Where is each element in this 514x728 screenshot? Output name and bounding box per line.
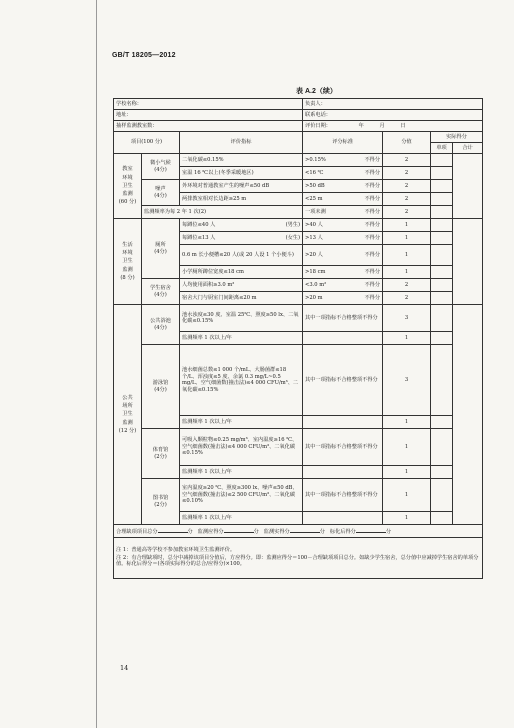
score: 1 <box>383 232 431 245</box>
monitor-actual-score-field[interactable] <box>290 527 320 533</box>
score: 1 <box>383 466 431 479</box>
score: 2 <box>383 193 431 206</box>
summary-row <box>114 525 483 538</box>
standard: >50 dB 不得分 <box>303 180 383 193</box>
subsection-bath: 公共浴池 (4分) <box>142 305 180 345</box>
subsection-toilet: 厕所 (4分) <box>142 219 180 279</box>
binding-line <box>96 0 97 728</box>
standard: 其中一项指标不合格整项不得分 <box>303 345 383 416</box>
notes <box>114 538 483 579</box>
single-score-cell[interactable] <box>431 292 453 305</box>
standard: 一项未测 不得分 <box>303 206 383 219</box>
single-score-cell[interactable] <box>431 416 453 429</box>
score: 1 <box>383 219 431 232</box>
score: 2 <box>383 180 431 193</box>
single-score-cell[interactable] <box>431 180 453 193</box>
indicator: 人均使用面积≥3.0 m² <box>180 279 303 292</box>
section-public: 公共 场所 卫生 监测 (12 分) <box>114 305 142 525</box>
single-score-cell[interactable] <box>431 167 453 180</box>
evaluation-table <box>113 98 483 579</box>
standard <box>303 512 383 525</box>
row-co2 <box>114 154 483 167</box>
indicator: 监测频率为每 2 年 1 次(2) <box>142 206 303 219</box>
score: 2 <box>383 292 431 305</box>
row-dorm-1 <box>114 279 483 292</box>
indicator: 可吸入颗粒物≤0.25 mg/m³、室内温度≥16 ℃、空气细菌数(撞击法)≤4 000 CFU/m³、二氧化碳≤0.15% <box>180 429 303 466</box>
score: 2 <box>383 154 431 167</box>
row-noise-1 <box>114 180 483 193</box>
score: 1 <box>383 429 431 466</box>
col-total: 合计 <box>453 143 483 154</box>
standard: <3.0 m² 不得分 <box>303 279 383 292</box>
indicator: 监测频率 1 次以上/年 <box>180 466 303 479</box>
col-indicator: 评价指标 <box>180 132 303 154</box>
standard <box>303 466 383 479</box>
row-pool-1 <box>114 345 483 416</box>
single-score-cell[interactable] <box>431 332 453 345</box>
standard: 其中一项指标不合格整项不得分 <box>303 479 383 512</box>
single-score-cell[interactable] <box>431 466 453 479</box>
col-single: 单项 <box>431 143 453 154</box>
address-field[interactable]: 地址： <box>114 110 303 121</box>
table-title: 表 A.2（续） <box>296 88 337 95</box>
phone-field[interactable]: 联系电话： <box>303 110 483 121</box>
notes-row <box>114 538 483 579</box>
standard: >0.15% 不得分 <box>303 154 383 167</box>
score: 3 <box>383 305 431 332</box>
single-score-cell[interactable] <box>431 345 453 416</box>
total-score-cell[interactable] <box>453 305 483 525</box>
info-row-3 <box>114 121 483 132</box>
note-2: 注 2：有合理缺项时，总分中减掉该项目分值后，方应得分。即：监测应得分＝100－合理缺项项目总分。如缺少学生宿舍，总分值中应减掉学生宿舍的单项分值。标化后得分＝(各项实际得分的总合/应得分)×100。 <box>116 554 479 568</box>
single-score-cell[interactable] <box>431 279 453 292</box>
school-name-field[interactable]: 学校名称： <box>114 99 303 110</box>
single-score-cell[interactable] <box>431 429 453 466</box>
section-classroom: 教室 环境 卫生 监测 (60 分) <box>114 154 142 219</box>
score: 2 <box>383 279 431 292</box>
indicator: 二氧化碳≤0.15% <box>180 154 303 167</box>
single-score-cell[interactable] <box>431 154 453 167</box>
score: 2 <box>383 167 431 180</box>
score: 1 <box>383 512 431 525</box>
standard: >13 人 不得分 <box>303 232 383 245</box>
standard-code: GB/T 18205—2012 <box>112 52 176 59</box>
standard: >20 m 不得分 <box>303 292 383 305</box>
header-row-1 <box>114 132 483 143</box>
single-score-cell[interactable] <box>431 219 453 232</box>
row-gym-1 <box>114 429 483 466</box>
standardized-score-field[interactable] <box>356 527 386 533</box>
row-frequency <box>114 206 483 219</box>
row-toilet-1 <box>114 219 483 232</box>
total-score-cell[interactable] <box>453 219 483 305</box>
indicator: 监测频率 1 次以上/年 <box>180 512 303 525</box>
subsection-pool: 游泳馆 (4分) <box>142 345 180 429</box>
standard: >40 人 不得分 <box>303 219 383 232</box>
col-item: 项目(100 分) <box>114 132 180 154</box>
section-living: 生活 环境 卫生 监测 (8 分) <box>114 219 142 305</box>
score: 3 <box>383 345 431 416</box>
standard: <16 ℃ 不得分 <box>303 167 383 180</box>
single-score-cell[interactable] <box>431 305 453 332</box>
single-score-cell[interactable] <box>431 232 453 245</box>
note-1: 注 1：普通高等学校不参加教室环境卫生监测评价。 <box>116 547 236 554</box>
row-library-1 <box>114 479 483 512</box>
score: 1 <box>383 266 431 279</box>
indicator: 监测频率 1 次以上/年 <box>180 332 303 345</box>
indicator: 0.6 m 长小便槽≤20 人(或 20 人设 1 个小便斗) <box>180 245 303 266</box>
subsection-micro-climate: 微小气候 (4分) <box>142 154 180 180</box>
standard <box>303 416 383 429</box>
single-score-cell[interactable] <box>431 206 453 219</box>
eval-date-field[interactable]: 评价日期： 年 月 日 <box>303 121 483 132</box>
standard: <25 m 不得分 <box>303 193 383 206</box>
standard: >20 人 不得分 <box>303 245 383 266</box>
score: 1 <box>383 245 431 266</box>
col-standard: 评分标准 <box>303 132 383 154</box>
score: 1 <box>383 479 431 512</box>
sampled-classrooms-field[interactable]: 抽样监测教室数： <box>114 121 303 132</box>
standard: >18 cm 不得分 <box>303 266 383 279</box>
summary-line: 合理缺项项目总分 分 监测应得分 分 监测实得分 分 标化后得分 分 <box>114 525 483 538</box>
col-score: 分值 <box>383 132 431 154</box>
single-score-cell[interactable] <box>431 245 453 266</box>
indicator: 池水细菌总数≤1 000 个/mL、大肠菌群≤18 个/L、浑浊度≤5 度、余氯 0.3 mg/L~0.5 mg/L、空气细菌数(撞击法)≤4 000 CFU/m³、二氧化碳≤0.15% <box>180 345 303 416</box>
single-score-cell[interactable] <box>431 479 453 512</box>
score: 1 <box>383 416 431 429</box>
subsection-library: 图书馆 (2分) <box>142 479 180 525</box>
monitor-should-score-field[interactable] <box>224 527 254 533</box>
standard <box>303 332 383 345</box>
indicator: 小学厕所蹲位宽度≤18 cm <box>180 266 303 279</box>
indicator: 每蹲位≤13 人 (女生) <box>180 232 303 245</box>
standard: 其中一项指标不合格整项不得分 <box>303 429 383 466</box>
single-score-cell[interactable] <box>431 266 453 279</box>
indicator: 室温 16 ℃以上(冬季采暖地区) <box>180 167 303 180</box>
reasonable-missing-total-field[interactable] <box>158 527 188 533</box>
info-row-1 <box>114 99 483 110</box>
subsection-gym: 体育馆 (2分) <box>142 429 180 479</box>
total-score-cell[interactable] <box>453 154 483 219</box>
col-actual: 实际得分 <box>431 132 483 143</box>
indicator: 宿舍大门与厨室门间距离≤20 m <box>180 292 303 305</box>
person-in-charge-field[interactable]: 负责人： <box>303 99 483 110</box>
page-number: 14 <box>120 664 129 672</box>
info-row-2 <box>114 110 483 121</box>
indicator: 每蹲位≤40 人 (男生) <box>180 219 303 232</box>
subsection-noise: 噪声 (4分) <box>142 180 180 206</box>
score: 2 <box>383 206 431 219</box>
indicator: 池水浊度≤30 度、室温 25℃、照度≥50 lx、二氧化碳≤0.15% <box>180 305 303 332</box>
indicator: 外环境对普通教室产生的噪声≤50 dB <box>180 180 303 193</box>
indicator: 两排教室相对长边距≥25 m <box>180 193 303 206</box>
subsection-dorm: 学生宿舍 (4分) <box>142 279 180 305</box>
single-score-cell[interactable] <box>431 512 453 525</box>
single-score-cell[interactable] <box>431 193 453 206</box>
indicator: 监测频率 1 次以上/年 <box>180 416 303 429</box>
row-bath-1 <box>114 305 483 332</box>
indicator: 室内温度≥20 ℃、照度≥300 lx、噪声≤50 dB、空气细菌数(撞击法)≤2 500 CFU/m³、二氧化碳≤0.10% <box>180 479 303 512</box>
standard: 其中一项指标不合格整项不得分 <box>303 305 383 332</box>
score: 1 <box>383 332 431 345</box>
